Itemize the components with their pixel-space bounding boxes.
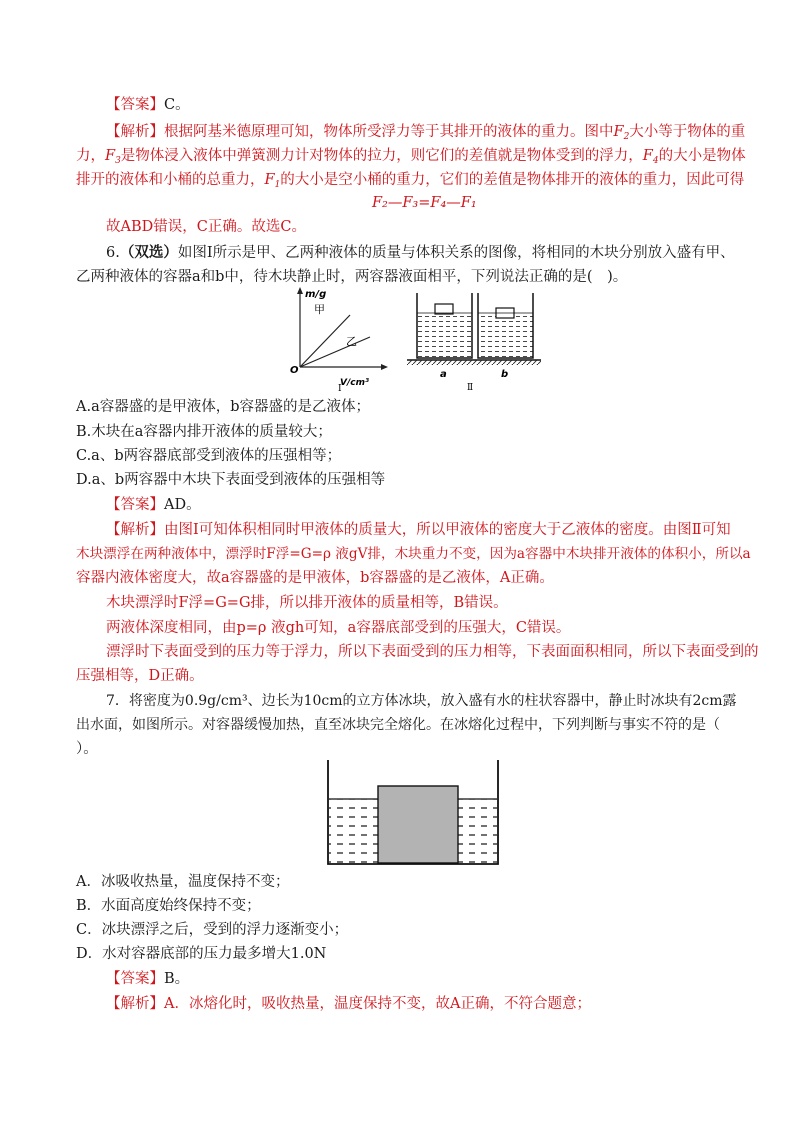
q6-stem-line1 — [106, 242, 735, 264]
q6-figure-graph — [278, 285, 393, 397]
q7-option-a: A．冰吸收热量，温度保持不变； — [76, 874, 290, 890]
q5-analysis-text1: 根据阿基米德原理可知，物体所受浮力等于其排开的液体的重力。图中 — [164, 124, 614, 140]
q6-analysis-line2: 木块漂浮在两种液体中，漂浮时F浮=G=ρ 液gV排，木块重力不变，因为a容器中木块排开液体的体积小，所以a — [76, 546, 751, 562]
q5-conclusion: 故ABD错误，C正确。故选C。 — [106, 219, 306, 235]
q7-analysis-text1: A．冰熔化时，吸收热量，温度保持不变，故A正确，不符合题意； — [164, 996, 591, 1012]
q7-stem-line3: ）。 — [76, 741, 98, 757]
q7-option-b: B．水面高度始终保持不变； — [76, 898, 261, 914]
q7-answer-line — [106, 968, 189, 990]
q5-var-f2: F — [613, 124, 624, 140]
label-b: b — [501, 369, 509, 380]
q5-answer-line — [106, 94, 190, 116]
q6-analysis-text1: 由图Ⅰ可知体积相同时甲液体的质量大，所以甲液体的密度大于乙液体的密度。由图Ⅱ可知 — [164, 522, 731, 538]
block-a — [435, 304, 453, 314]
q5-analysis-text1-end: 大小等于物体的重 — [629, 124, 746, 140]
q6-option-b: B.木块在a容器内排开液体的质量较大； — [76, 424, 332, 440]
q6-figure-containers — [403, 289, 545, 397]
q6-option-a: A.a容器盛的是甲液体，b容器盛的是乙液体； — [76, 399, 371, 415]
q6-analysis-line1 — [106, 519, 731, 541]
liquid-b — [478, 313, 533, 358]
graph-x-arrow — [381, 364, 388, 370]
q5-formula: F₂—F₃=F₄—F₁ — [372, 195, 477, 211]
q6-stem-text1: 如图Ⅰ所示是甲、乙两种液体的质量与体积关系的图像，将相同的木块分别放入盛有甲、 — [177, 245, 735, 261]
q7-analysis-line1 — [106, 993, 591, 1015]
q6-answer-value: AD。 — [164, 497, 201, 513]
q6-option-c: C.a、b两容器底部受到液体的压强相等； — [76, 448, 342, 464]
graph-y-arrow — [297, 287, 303, 294]
graph-line-jia — [300, 315, 350, 367]
graph-caption: Ⅰ — [338, 384, 342, 393]
graph-label-jia: 甲 — [314, 303, 325, 316]
q5-analysis-text2b: 是物体浸入液体中弹簧测力计对物体的拉力，则它们的差值就是物体受到的浮力， — [120, 148, 643, 164]
q6-stem-line2: 乙两种液体的容器a和b中，待木块静止时，两容器液面相平，下列说法正确的是( )。 — [76, 269, 628, 285]
q6-analysis-bracket: 【解析】 — [106, 522, 164, 538]
q5-analysis-line1 — [106, 121, 745, 148]
q7-answer-value: B。 — [164, 971, 190, 987]
graph-label-yi: 乙 — [346, 335, 357, 348]
graph-line-yi — [300, 337, 370, 367]
q5-analysis-bracket: 【解析】 — [106, 124, 164, 140]
q7-answer-bracket: 【答案】 — [106, 971, 164, 987]
q6-option-d: D.a、b两容器中木块下表面受到液体的压强相等 — [76, 472, 386, 488]
q6-analysis-line3: 容器内液体密度大，故a容器盛的是甲液体，b容器盛的是乙液体，A正确。 — [76, 570, 554, 586]
q5-var-f1: F — [264, 172, 275, 188]
q5-analysis-text2a: 力， — [76, 148, 105, 164]
q5-var-f4-sub: 4 — [652, 156, 659, 166]
q5-answer-value: C。 — [164, 97, 190, 113]
q5-analysis-line2 — [76, 145, 746, 172]
q7-figure-container — [322, 758, 504, 872]
liquid-a — [417, 313, 472, 358]
ground-hatch — [407, 360, 541, 365]
q6-analysis-line6: 漂浮时下表面受到的压力等于浮力，所以下表面受到的压力相等，下表面面积相同，所以下表面受到的 — [106, 644, 759, 660]
q5-answer-bracket: 【答案】 — [106, 97, 164, 113]
q7-number: 7． — [106, 693, 129, 709]
q5-analysis-text3b: 的大小是空小桶的重力，它们的差值是物体排开的液体的重力，因此可得 — [280, 172, 745, 188]
q7-option-c: C．冰块漂浮之后，受到的浮力逐渐变小； — [76, 922, 349, 938]
q7-option-d: D．水对容器底部的压力最多增大1.0N — [76, 946, 327, 962]
q5-var-f3: F — [105, 148, 116, 164]
q5-var-f2-sub: 2 — [623, 132, 630, 142]
label-a: a — [440, 369, 447, 380]
q5-analysis-text3a: 排开的液体和小桶的总重力， — [76, 172, 265, 188]
containers-caption: Ⅱ — [467, 383, 474, 393]
graph-xlabel: V/cm³ — [340, 378, 369, 388]
q5-var-f1-sub: 1 — [274, 180, 281, 190]
q5-var-f4: F — [642, 148, 653, 164]
q6-analysis-line5: 两液体深度相同，由p=ρ 液gh可知，a容器底部受到的压强大，C错误。 — [106, 620, 571, 636]
q6-answer-bracket: 【答案】 — [106, 497, 164, 513]
q7-analysis-bracket: 【解析】 — [106, 996, 164, 1012]
q6-analysis-line4: 木块漂浮时F浮=G=G排，所以排开液体的质量相等，B错误。 — [106, 595, 508, 611]
q6-answer-line — [106, 494, 201, 516]
q7-stem-text1: 将密度为0.9g/cm³、边长为10cm的立方体冰块，放入盛有水的柱状容器中，静止时冰块有2cm露 — [128, 693, 737, 709]
q5-analysis-text2c: 的大小是物体 — [658, 148, 746, 164]
q7-stem-line1 — [106, 690, 737, 712]
graph-ylabel: m/g — [305, 289, 327, 300]
q5-var-f3-sub: 3 — [115, 156, 121, 166]
q6-analysis-line7: 压强相等，D正确。 — [76, 668, 204, 684]
ice-cube — [378, 786, 458, 863]
graph-origin: O — [290, 365, 299, 376]
q6-number: 6. — [106, 245, 120, 261]
q6-tag: （双选） — [119, 244, 178, 261]
q7-stem-line2: 出水面，如图所示。对容器缓慢加热，直至冰块完全熔化。在冰熔化过程中，下列判断与事实不符的是（ — [76, 717, 720, 733]
